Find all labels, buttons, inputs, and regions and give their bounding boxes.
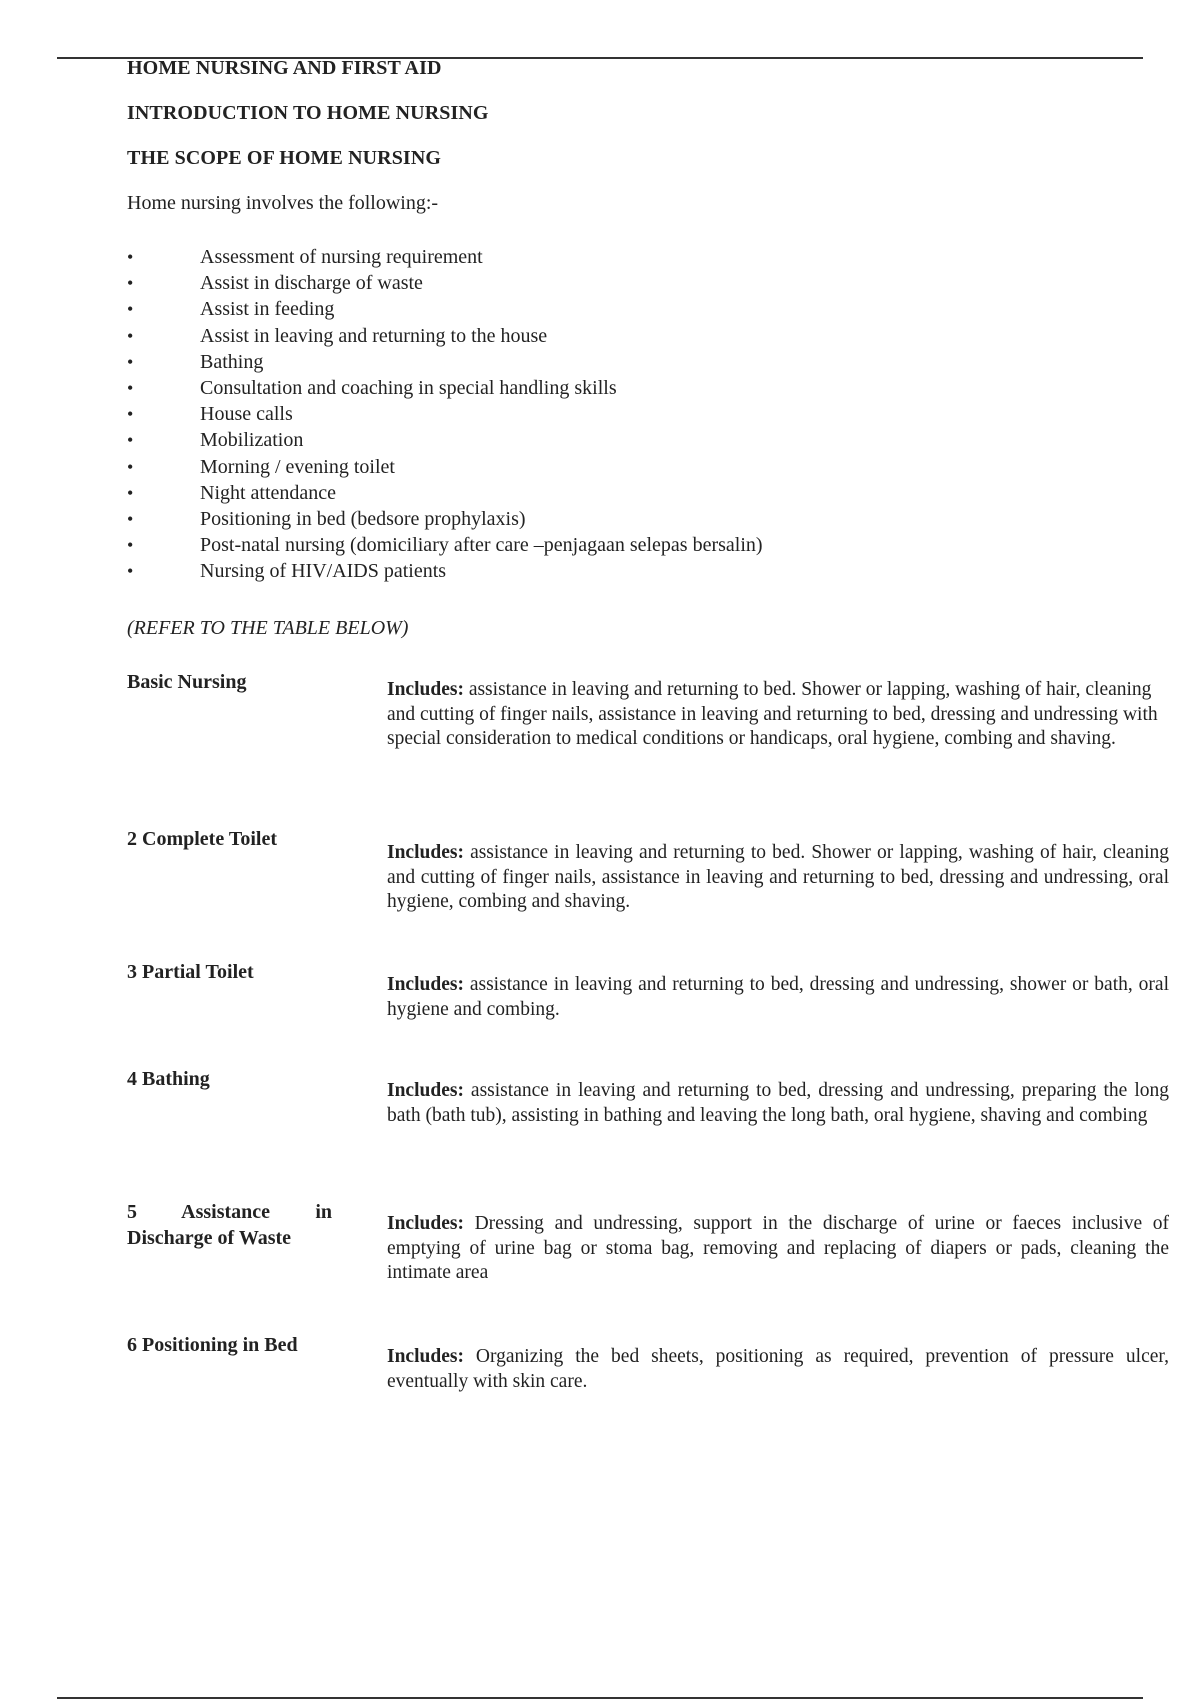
bottom-rule — [57, 1697, 1143, 1699]
table-row-text: assistance in leaving and returning to bed. Shower or lapping, washing of hair, cleaning and cutting of finger nails, assistance in leaving and returning to bed, dressing and undressing with special consideration to medical conditions or handicaps, oral hygiene, combing and shaving. — [387, 679, 1158, 749]
list-item-text: Mobilization — [200, 429, 304, 452]
intro-text: Home nursing involves the following:- — [127, 192, 439, 214]
table-row-description — [387, 1212, 1169, 1286]
bullet-icon: • — [127, 325, 134, 346]
list-item-text: Consultation and coaching in special handling skills — [200, 376, 617, 399]
includes-label: Includes: — [387, 1080, 464, 1101]
table-row-title: 5 Assistance in Discharge of Waste — [127, 1201, 332, 1249]
table-row-title: Basic Nursing — [127, 671, 247, 693]
table-row-description — [387, 1079, 1169, 1128]
list-item-text: Positioning in bed (bedsore prophylaxis) — [200, 507, 526, 530]
table-row-text: assistance in leaving and returning to bed, dressing and undressing, shower or bath, oral hygiene and combing. — [387, 974, 1169, 1020]
includes-label: Includes: — [387, 679, 464, 700]
bullet-icon: • — [127, 273, 134, 294]
bullet-icon: • — [127, 247, 134, 267]
table-row-title: 2 Complete Toilet — [127, 828, 277, 850]
bullet-icon: • — [127, 377, 134, 398]
table-row-title: 3 Partial Toilet — [127, 961, 254, 983]
table-row-description — [387, 973, 1169, 1022]
bullet-icon: • — [127, 508, 134, 529]
table-row-title: 6 Positioning in Bed — [127, 1334, 298, 1356]
bullet-icon: • — [127, 561, 134, 582]
table-row-text: assistance in leaving and returning to bed. Shower or lapping, washing of hair, cleaning and cutting of finger nails, assistance in leaving and returning to bed, dressing and undressing, oral hygiene, combing and shaving. — [387, 842, 1169, 912]
list-item-text: Assist in feeding — [200, 298, 335, 321]
refer-note: (REFER TO THE TABLE BELOW) — [127, 617, 409, 639]
includes-label: Includes: — [387, 974, 464, 995]
list-item-text: Assessment of nursing requirement — [200, 246, 483, 268]
section-heading-introduction: INTRODUCTION TO HOME NURSING — [127, 102, 489, 124]
section-heading-scope: THE SCOPE OF HOME NURSING — [127, 147, 442, 169]
bullet-icon: • — [127, 456, 134, 477]
bullet-icon: • — [127, 351, 134, 372]
list-item-text: Morning / evening toilet — [200, 455, 395, 478]
table-row-title: 4 Bathing — [127, 1068, 210, 1090]
bullet-icon: • — [127, 430, 134, 451]
list-item-text: Nursing of HIV/AIDS patients — [200, 560, 447, 583]
list-item-text: Post-natal nursing (domiciliary after care –penjagaan selepas bersalin) — [200, 534, 763, 557]
list-item-text: Night attendance — [200, 481, 337, 504]
bullet-icon: • — [127, 404, 134, 425]
table-row-text: Dressing and undressing, support in the discharge of urine or faeces inclusive of emptying of urine bag or stoma bag, removing and replacing of diapers or pads, cleaning the intimate area — [387, 1213, 1169, 1283]
table-row-text: Organizing the bed sheets, positioning as required, prevention of pressure ulcer, eventually with skin care. — [387, 1346, 1169, 1392]
includes-label: Includes: — [387, 1213, 464, 1234]
bullet-icon: • — [127, 482, 134, 503]
list-item-text: House calls — [200, 403, 293, 426]
table-row-text: assistance in leaving and returning to bed, dressing and undressing, preparing the long bath (bath tub), assisting in bathing and leaving the long bath, oral hygiene, shaving and combing — [387, 1080, 1169, 1126]
document-title: HOME NURSING AND FIRST AID — [127, 57, 442, 79]
bullet-icon: • — [127, 299, 134, 320]
list-item-text: Bathing — [200, 350, 264, 373]
list-item-text: Assist in discharge of waste — [200, 272, 423, 295]
table-row-description — [387, 841, 1169, 915]
includes-label: Includes: — [387, 1346, 464, 1367]
table-row-description — [387, 1345, 1169, 1394]
list-item-text: Assist in leaving and returning to the house — [200, 324, 548, 347]
includes-label: Includes: — [387, 842, 464, 863]
table-row-description — [387, 678, 1169, 752]
bullet-icon: • — [127, 535, 134, 556]
